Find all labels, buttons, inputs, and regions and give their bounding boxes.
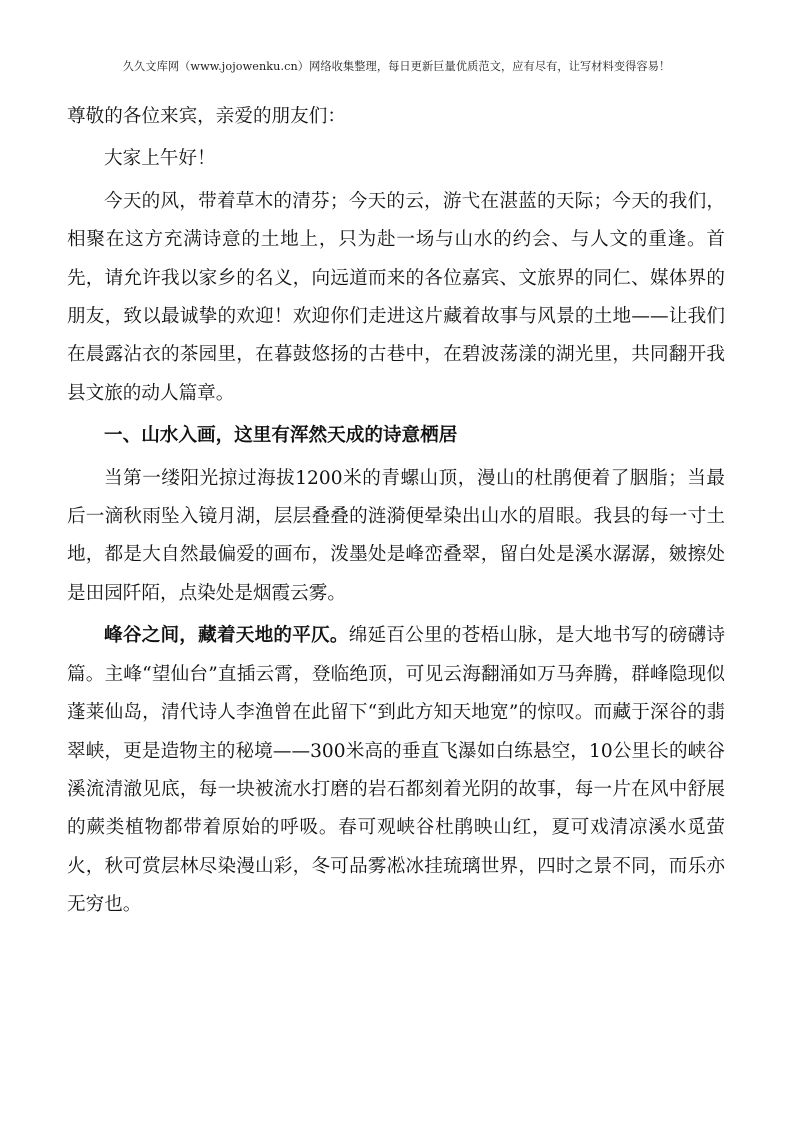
- paragraph-lead-phrase: 峰谷之间，藏着天地的平仄。: [104, 625, 349, 647]
- intro-paragraph: 今天的风，带着草木的清芬；今天的云，游弋在湛蓝的天际；今天的我们，相聚在这方充满诗意的土地上，只为赴一场与山水的约会、与人文的重逢。首先，请允许我以家乡的名义，向远道而来的各位嘉宾、文旅界的同仁、媒体界的朋友，致以最诚挚的欢迎！欢迎你们走进这片藏着故事与风景的土地——让我们在晨露沾衣的茶园里，在暮鼓悠扬的古巷中，在碧波荡漾的湖光里，共同翻开我县文旅的动人篇章。: [67, 190, 725, 404]
- paragraph-body-text: 绵延百公里的苍梧山脉，是大地书写的磅礴诗篇。主峰“望仙台”直插云霄，登临绝顶，可见云海翻涌如万马奔腾，群峰隐现似蓬莱仙岛，清代诗人李渔曾在此留下“到此方知天地宽”的惊叹。而藏于深谷的翡翠峡，更是造物主的秘境——300米高的垂直飞瀑如白练悬空，10公里长的峡谷溪流清澈见底，每一块被流水打磨的岩石都刻着光阴的故事，每一片在风中舒展的蕨类植物都带着原始的呼吸。春可观峡谷杜鹃映山红，夏可戏清凉溪水觅萤火，秋可赏层林尽染漫山彩，冬可品雾凇冰挂琉璃世界，四时之景不同，而乐亦无穷也。: [67, 625, 725, 916]
- section-paragraph-1: 当第一缕阳光掠过海拔1200米的青螺山顶，漫山的杜鹃便着了胭脂；当最后一滴秋雨坠入镜月湖，层层叠叠的涟漪便晕染出山水的眉眼。我县的每一寸土地，都是大自然最偏爱的画布，泼墨处是峰峦叠翠，留白处是溪水潺潺，皴擦处是田园阡陌，点染处是烟霞云雾。: [67, 467, 725, 604]
- greeting: 大家上午好！: [104, 148, 216, 170]
- document-body: [67, 98, 725, 929]
- header-text: 久久文库网（www.jojowenku.cn）网络收集整理，每日更新巨量优质范文，应有尽有，让写材料变得容易！: [122, 60, 671, 73]
- salutation: 尊敬的各位来宾，亲爱的朋友们：: [67, 106, 346, 127]
- section-paragraph-2: [67, 617, 725, 924]
- page-header: [0, 58, 793, 74]
- section-heading: 一、山水入画，这里有浑然天成的诗意栖居: [104, 425, 458, 447]
